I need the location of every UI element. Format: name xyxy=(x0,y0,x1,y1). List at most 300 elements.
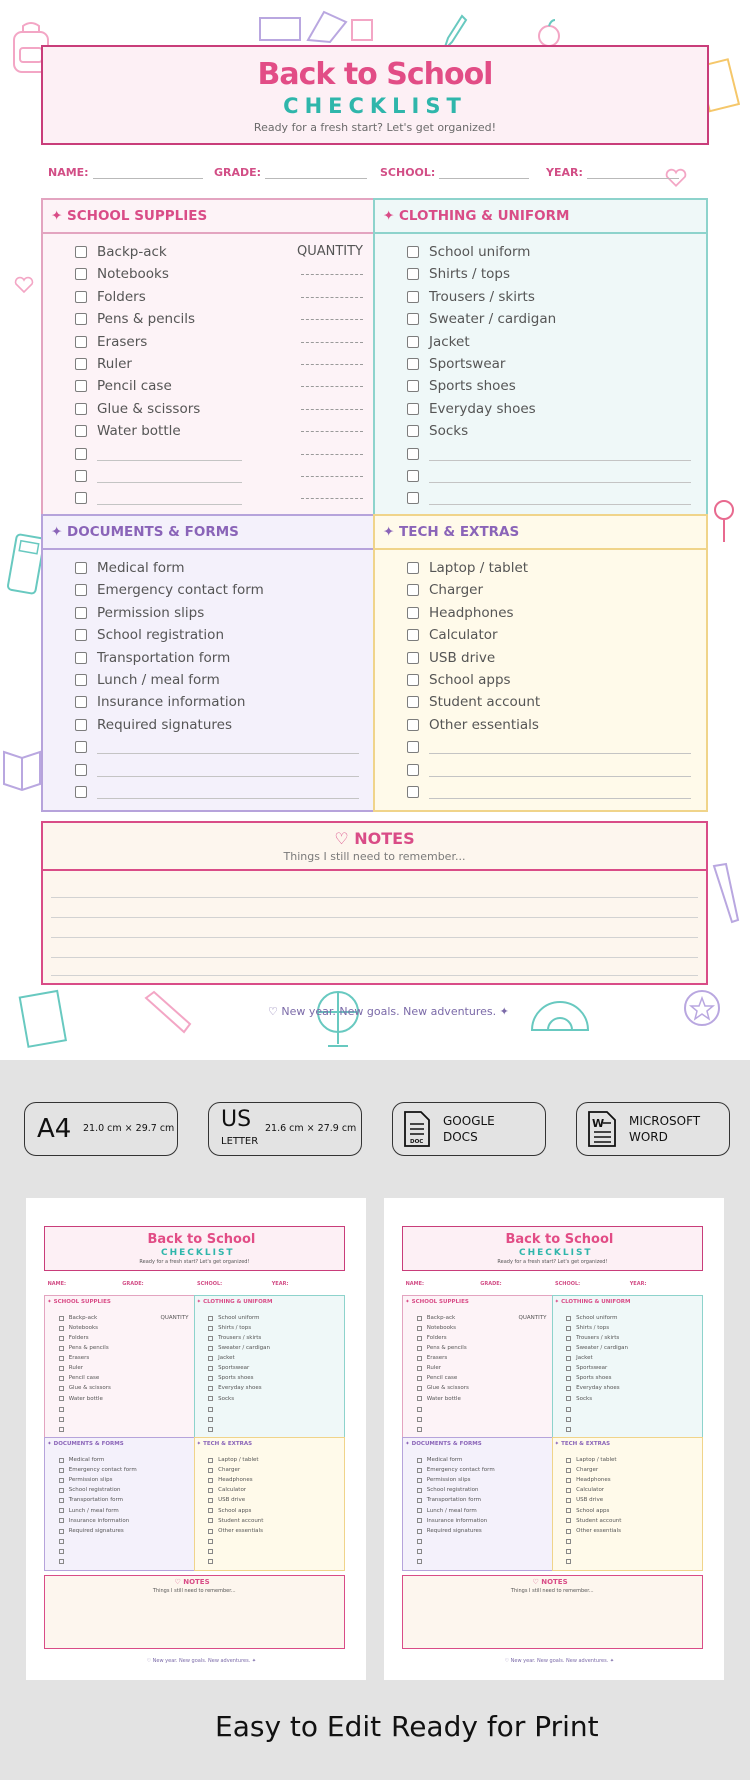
mini-section-clothing xyxy=(194,1295,345,1438)
mini-item-label: Emergency contact form xyxy=(68,1467,137,1474)
mini-item-label: Sweater / cardigan xyxy=(576,1345,628,1352)
checkbox[interactable] xyxy=(407,764,419,776)
mini-checkbox xyxy=(208,1498,213,1503)
mini-field-label: YEAR: xyxy=(629,1280,647,1287)
checklist-item-required-signatures[interactable] xyxy=(75,717,363,735)
mini-tagline: Ready for a fresh start? Let's get organized! xyxy=(497,1259,608,1266)
format-word-label xyxy=(629,1113,700,1145)
section-school-supplies xyxy=(41,198,375,516)
checkbox[interactable] xyxy=(407,584,419,596)
mini-item-label: Notebooks xyxy=(426,1324,457,1331)
checklist-item-label: Pens & pencils xyxy=(97,311,196,328)
mini-item-label: Pens & pencils xyxy=(68,1345,109,1352)
quantity-blank[interactable] xyxy=(301,409,363,410)
checklist-item-label: Calculator xyxy=(429,627,498,644)
google-docs-icon-text: DOC xyxy=(410,1139,424,1145)
checklist-item-laptop-tablet[interactable] xyxy=(407,560,696,578)
checkbox[interactable] xyxy=(407,786,419,798)
mini-item-label: Erasers xyxy=(68,1355,90,1362)
info-fields xyxy=(48,166,708,184)
checklist-item-ruler[interactable] xyxy=(75,356,363,374)
blank-line[interactable] xyxy=(429,798,691,799)
mini-item-label: Shirts / tops xyxy=(576,1324,610,1331)
checklist-item-calculator[interactable] xyxy=(407,627,696,645)
blank-line[interactable] xyxy=(97,504,242,505)
mini-checkbox xyxy=(59,1376,64,1381)
mini-checkbox xyxy=(208,1417,213,1422)
mini-item-label: Emergency contact form xyxy=(426,1467,495,1474)
checklist-item-school-apps[interactable] xyxy=(407,672,696,690)
quantity-blank[interactable] xyxy=(301,342,363,343)
quantity-blank[interactable] xyxy=(301,364,363,365)
checklist-item-pens-pencils[interactable] xyxy=(75,311,363,329)
checklist-item-school-registration[interactable] xyxy=(75,627,363,645)
mini-item-label: Medical form xyxy=(68,1457,105,1464)
checkbox[interactable] xyxy=(75,246,87,258)
grade-line xyxy=(265,167,367,179)
notes-header xyxy=(43,823,706,871)
checklist-blank-row[interactable] xyxy=(75,784,363,802)
mini-section-title: ✦ CLOTHING & UNIFORM xyxy=(554,1298,631,1305)
checklist-blank-row[interactable] xyxy=(407,468,696,486)
mini-item-label: Sports shoes xyxy=(218,1375,254,1382)
checklist-item-emergency-contact-form[interactable] xyxy=(75,582,363,600)
checkbox[interactable] xyxy=(407,629,419,641)
mini-notes-title: ♡ NOTES xyxy=(532,1578,568,1587)
mini-checkbox xyxy=(417,1539,422,1544)
mini-item-label: Lunch / meal form xyxy=(426,1507,477,1514)
mini-item-label: Shirts / tops xyxy=(218,1324,252,1331)
mini-checkbox xyxy=(566,1529,571,1534)
checklist-item-notebooks[interactable] xyxy=(75,266,363,284)
checkbox[interactable] xyxy=(407,696,419,708)
checklist-item-glue-scissors[interactable] xyxy=(75,401,363,419)
name-label: NAME: xyxy=(48,166,89,179)
quantity-blank[interactable] xyxy=(301,476,363,477)
mini-checkbox xyxy=(417,1376,422,1381)
quantity-blank[interactable] xyxy=(301,297,363,298)
doodle-spiral-notebook-icon xyxy=(14,988,70,1052)
checklist-item-lunch-meal-form[interactable] xyxy=(75,672,363,690)
mini-item-label: Required signatures xyxy=(426,1527,482,1534)
checkbox[interactable] xyxy=(407,380,419,392)
checkbox[interactable] xyxy=(407,470,419,482)
mini-item-label: Backp-ack xyxy=(426,1314,456,1321)
notes-title: ♡ NOTES xyxy=(334,829,415,848)
format-us-name: US xyxy=(221,1107,252,1132)
doodle-globe-icon xyxy=(312,986,364,1050)
mini-checkbox xyxy=(208,1529,213,1534)
mini-item-label: Everyday shoes xyxy=(218,1385,262,1392)
mini-item-label: School apps xyxy=(218,1507,252,1514)
mini-checkbox xyxy=(208,1427,213,1432)
checkbox[interactable] xyxy=(407,674,419,686)
mini-item-label: Everyday shoes xyxy=(576,1385,620,1392)
section-body xyxy=(43,552,373,810)
checklist-item-student-account[interactable] xyxy=(407,694,696,712)
checkbox[interactable] xyxy=(75,380,87,392)
checkbox[interactable] xyxy=(407,719,419,731)
mini-checkbox xyxy=(59,1326,64,1331)
format-badge-google-docs xyxy=(392,1102,546,1156)
quantity-blank[interactable] xyxy=(301,498,363,499)
doodle-calculator-icon xyxy=(6,530,46,600)
checklist-grid xyxy=(41,198,708,812)
checkbox[interactable] xyxy=(407,741,419,753)
mini-section-title: ✦ TECH & EXTRAS xyxy=(196,1440,253,1447)
checklist-item-school-uniform[interactable] xyxy=(407,244,696,262)
format-google-line2: DOCS xyxy=(443,1130,478,1144)
checkbox[interactable] xyxy=(75,652,87,664)
checkbox[interactable] xyxy=(407,652,419,664)
blank-line[interactable] xyxy=(97,482,242,483)
mini-section-title: ✦ CLOTHING & UNIFORM xyxy=(196,1298,273,1305)
notes-line[interactable] xyxy=(51,917,698,918)
mini-checkbox xyxy=(59,1468,64,1473)
blank-line[interactable] xyxy=(429,504,691,505)
checklist-item-socks[interactable] xyxy=(407,423,696,441)
mini-checkbox xyxy=(417,1488,422,1493)
mini-checkbox xyxy=(566,1326,571,1331)
checkbox[interactable] xyxy=(407,448,419,460)
mini-checkbox xyxy=(208,1518,213,1523)
checklist-item-label: Permission slips xyxy=(97,604,205,621)
mini-notes-title: ♡ NOTES xyxy=(174,1578,210,1587)
checklist-item-insurance-information[interactable] xyxy=(75,694,363,712)
mini-field-label: SCHOOL: xyxy=(555,1280,581,1287)
mini-item-label: Required signatures xyxy=(68,1527,124,1534)
mini-item-label: Other essentials xyxy=(576,1527,621,1534)
mini-item-label: Student account xyxy=(576,1517,622,1524)
mini-item-label: Headphones xyxy=(576,1477,611,1484)
mini-checkbox xyxy=(208,1386,213,1391)
school-label: SCHOOL: xyxy=(380,166,436,179)
quantity-blank[interactable] xyxy=(301,319,363,320)
mini-item-label: Sweater / cardigan xyxy=(218,1345,270,1352)
checklist-item-label: Sports shoes xyxy=(429,378,516,395)
tagline: Ready for a fresh start? Let's get organized! xyxy=(253,121,497,134)
checkbox[interactable] xyxy=(407,607,419,619)
mini-item-label: Trousers / skirts xyxy=(576,1335,620,1342)
checkbox[interactable] xyxy=(407,246,419,258)
mini-checkbox xyxy=(566,1498,571,1503)
format-a4-name: A4 xyxy=(37,1114,72,1144)
checkbox[interactable] xyxy=(407,291,419,303)
mini-checkbox xyxy=(208,1356,213,1361)
checkbox[interactable] xyxy=(75,268,87,280)
checklist-item-headphones[interactable] xyxy=(407,605,696,623)
checklist-item-sportswear[interactable] xyxy=(407,356,696,374)
mini-checkbox xyxy=(566,1346,571,1351)
section-title: ✦ TECH & EXTRAS xyxy=(375,516,706,550)
mini-checkbox xyxy=(208,1458,213,1463)
mini-item-label: Notebooks xyxy=(68,1324,99,1331)
mini-checkbox xyxy=(59,1366,64,1371)
checklist-blank-row[interactable] xyxy=(75,468,363,486)
mini-checkbox xyxy=(417,1366,422,1371)
mini-checkbox xyxy=(417,1458,422,1463)
school-line xyxy=(439,167,529,179)
mini-item-label: Insurance information xyxy=(426,1517,488,1524)
checkbox[interactable] xyxy=(407,313,419,325)
mini-checkbox xyxy=(59,1508,64,1513)
mini-checkbox xyxy=(59,1559,64,1564)
notes-line[interactable] xyxy=(51,975,698,976)
checklist-blank-row[interactable] xyxy=(407,762,696,780)
blank-line[interactable] xyxy=(429,460,691,461)
mini-checkbox xyxy=(566,1336,571,1341)
caption-easy-to-edit: Easy to Edit xyxy=(215,1710,382,1743)
mini-section-title: ✦ TECH & EXTRAS xyxy=(554,1440,611,1447)
checkbox[interactable] xyxy=(75,584,87,596)
checkbox[interactable] xyxy=(75,313,87,325)
blank-line[interactable] xyxy=(429,753,691,754)
mini-checkbox xyxy=(566,1417,571,1422)
checkbox[interactable] xyxy=(75,741,87,753)
mini-item-label: Calculator xyxy=(218,1487,247,1494)
preview-thumbnail-plain xyxy=(384,1198,724,1680)
mini-checkbox xyxy=(59,1407,64,1412)
checklist-item-medical-form[interactable] xyxy=(75,560,363,578)
mini-section-documents xyxy=(402,1437,552,1571)
checkbox[interactable] xyxy=(75,696,87,708)
mini-quantity-header: QUANTITY xyxy=(518,1314,547,1321)
checklist-item-label: Notebooks xyxy=(97,266,169,283)
checklist-item-pencil-case[interactable] xyxy=(75,378,363,396)
checkbox[interactable] xyxy=(75,562,87,574)
mini-checkbox xyxy=(208,1396,213,1401)
quantity-column-header: QUANTITY xyxy=(296,244,363,259)
checklist-item-usb-drive[interactable] xyxy=(407,650,696,668)
mini-item-label: Erasers xyxy=(426,1355,448,1362)
mini-item-label: Student account xyxy=(218,1517,264,1524)
mini-checkbox xyxy=(59,1386,64,1391)
checkbox[interactable] xyxy=(75,674,87,686)
blank-line[interactable] xyxy=(429,776,691,777)
format-word-line2: WORD xyxy=(629,1130,668,1144)
checklist-blank-row[interactable] xyxy=(407,446,696,464)
mini-item-label: USB drive xyxy=(218,1497,246,1504)
checklist-item-sweater-cardigan[interactable] xyxy=(407,311,696,329)
notes-line[interactable] xyxy=(51,957,698,958)
checklist-item-label: Insurance information xyxy=(97,694,246,711)
checklist-item-erasers[interactable] xyxy=(75,334,363,352)
year-line xyxy=(587,167,679,179)
quantity-blank[interactable] xyxy=(301,454,363,455)
mini-checkbox xyxy=(59,1478,64,1483)
mini-checkbox xyxy=(417,1396,422,1401)
preview-thumbnail-decorated xyxy=(26,1198,366,1680)
mini-item-label: Charger xyxy=(218,1467,241,1474)
mini-notes-subtitle: Things I still need to remember... xyxy=(510,1587,594,1594)
mini-tagline: Ready for a fresh start? Let's get organized! xyxy=(139,1259,250,1266)
checklist-item-label: Required signatures xyxy=(97,716,232,733)
footer-slogan: ♡ New year. New goals. New adventures. ✦ xyxy=(268,1005,509,1018)
notes-box xyxy=(41,821,708,985)
checklist-item-label: Charger xyxy=(429,582,483,599)
name-field[interactable] xyxy=(48,166,203,179)
checkbox[interactable] xyxy=(75,403,87,415)
checklist-item-charger[interactable] xyxy=(407,582,696,600)
checklist-item-permission-slips[interactable] xyxy=(75,605,363,623)
mini-section-tech xyxy=(194,1437,345,1571)
checkbox[interactable] xyxy=(75,607,87,619)
checklist-item-jacket[interactable] xyxy=(407,334,696,352)
section-tech-extras xyxy=(373,514,708,812)
mini-checkbox xyxy=(59,1488,64,1493)
checklist-item-sports-shoes[interactable] xyxy=(407,378,696,396)
quantity-blank[interactable] xyxy=(301,386,363,387)
checkbox[interactable] xyxy=(407,425,419,437)
checklist-item-backp-ack[interactable] xyxy=(75,244,363,262)
mini-item-label: School registration xyxy=(426,1487,479,1494)
checkbox[interactable] xyxy=(75,470,87,482)
checklist-item-label: School registration xyxy=(97,627,224,644)
mini-item-label: Folders xyxy=(68,1335,89,1342)
checkbox[interactable] xyxy=(75,492,87,504)
mini-checkbox xyxy=(566,1478,571,1483)
checklist-item-label: Lunch / meal form xyxy=(97,672,220,688)
checkbox[interactable] xyxy=(75,719,87,731)
checkbox[interactable] xyxy=(75,786,87,798)
mini-item-label: Sportswear xyxy=(218,1365,250,1372)
checkbox[interactable] xyxy=(407,358,419,370)
checklist-item-label: Transportation form xyxy=(97,649,231,666)
checklist-item-label: Glue & scissors xyxy=(97,400,201,417)
checkbox[interactable] xyxy=(75,336,87,348)
mini-checkbox xyxy=(566,1508,571,1513)
mini-checkbox xyxy=(59,1427,64,1432)
blank-line[interactable] xyxy=(97,460,242,461)
checklist-item-label: School uniform xyxy=(429,244,531,260)
mini-checkbox xyxy=(566,1396,571,1401)
year-field[interactable] xyxy=(546,166,679,179)
checklist-blank-row[interactable] xyxy=(407,784,696,802)
checklist-blank-row[interactable] xyxy=(75,739,363,757)
checklist-item-label: Headphones xyxy=(429,604,514,621)
mini-item-label: Jacket xyxy=(576,1355,593,1362)
checklist-blank-row[interactable] xyxy=(407,490,696,508)
section-body xyxy=(43,236,373,514)
mini-checkbox xyxy=(59,1498,64,1503)
checkbox[interactable] xyxy=(407,268,419,280)
checklist-item-folders[interactable] xyxy=(75,289,363,307)
mini-field-label: NAME: xyxy=(405,1280,425,1287)
blank-line[interactable] xyxy=(429,482,691,483)
checklist-item-trousers-skirts[interactable] xyxy=(407,289,696,307)
format-badge-microsoft-word xyxy=(576,1102,730,1156)
mini-checkbox xyxy=(208,1468,213,1473)
blank-line[interactable] xyxy=(97,776,359,777)
notes-subtitle: Things I still need to remember... xyxy=(283,850,466,863)
section-documents-forms xyxy=(41,514,375,812)
checkbox[interactable] xyxy=(75,764,87,776)
mini-checkbox xyxy=(566,1356,571,1361)
checklist-item-other-essentials[interactable] xyxy=(407,717,696,735)
blank-line[interactable] xyxy=(97,798,359,799)
checklist-item-water-bottle[interactable] xyxy=(75,423,363,441)
title-banner xyxy=(41,45,709,145)
mini-checkbox xyxy=(208,1508,213,1513)
mini-checkbox xyxy=(566,1488,571,1493)
mini-item-label: Jacket xyxy=(218,1355,235,1362)
checklist-item-label: Shirts / tops xyxy=(429,266,511,283)
mini-item-label: Backp-ack xyxy=(68,1314,98,1321)
mini-checkbox xyxy=(417,1498,422,1503)
doodle-apple-icon xyxy=(535,18,563,48)
doodle-heart-icon xyxy=(14,276,34,294)
checkbox[interactable] xyxy=(407,336,419,348)
quantity-blank[interactable] xyxy=(301,274,363,275)
name-line xyxy=(93,167,203,179)
mini-checkbox xyxy=(59,1346,64,1351)
mini-item-label: Sportswear xyxy=(576,1365,608,1372)
quantity-blank[interactable] xyxy=(301,431,363,432)
checklist-item-everyday-shoes[interactable] xyxy=(407,401,696,419)
checklist-blank-row[interactable] xyxy=(75,490,363,508)
checkbox[interactable] xyxy=(75,425,87,437)
checklist-blank-row[interactable] xyxy=(75,446,363,464)
mini-checkbox xyxy=(59,1518,64,1523)
doodle-book-icon xyxy=(0,742,44,792)
checkbox[interactable] xyxy=(75,629,87,641)
mini-item-label: School apps xyxy=(576,1507,610,1514)
mini-item-label: Glue & scissors xyxy=(426,1385,469,1392)
mini-section-title: ✦ DOCUMENTS & FORMS xyxy=(405,1440,482,1447)
checklist-item-label: Laptop / tablet xyxy=(429,560,529,576)
mini-item-label: Calculator xyxy=(576,1487,605,1494)
notes-line[interactable] xyxy=(51,937,698,938)
mini-notes-box xyxy=(44,1575,345,1649)
mini-item-label: Medical form xyxy=(426,1457,463,1464)
checkbox[interactable] xyxy=(407,403,419,415)
mini-checkbox xyxy=(566,1376,571,1381)
blank-line[interactable] xyxy=(97,753,359,754)
checklist-item-shirts-tops[interactable] xyxy=(407,266,696,284)
doodle-books-icon xyxy=(256,8,376,44)
checklist-item-transportation-form[interactable] xyxy=(75,650,363,668)
checklist-blank-row[interactable] xyxy=(75,762,363,780)
mini-checkbox xyxy=(566,1468,571,1473)
mini-checkbox xyxy=(417,1508,422,1513)
checklist-item-label: Medical form xyxy=(97,560,185,576)
mini-item-label: Charger xyxy=(576,1467,599,1474)
school-field[interactable] xyxy=(380,166,529,179)
mini-subtitle: CHECKLIST xyxy=(519,1247,593,1258)
checkbox[interactable] xyxy=(75,358,87,370)
mini-title: Back to School xyxy=(147,1232,256,1248)
mini-field-label: GRADE: xyxy=(480,1280,502,1287)
mini-checkbox xyxy=(566,1316,571,1321)
mini-checkbox xyxy=(566,1458,571,1463)
checkbox[interactable] xyxy=(407,492,419,504)
mini-checkbox xyxy=(59,1549,64,1554)
checkbox[interactable] xyxy=(75,291,87,303)
mini-field-label: GRADE: xyxy=(122,1280,144,1287)
mini-checkbox xyxy=(59,1356,64,1361)
grade-label: GRADE: xyxy=(214,166,262,179)
format-us-sub: LETTER xyxy=(221,1136,259,1147)
checkbox[interactable] xyxy=(75,448,87,460)
mini-notes-box xyxy=(402,1575,703,1649)
grade-field[interactable] xyxy=(214,166,367,179)
checklist-item-label: Other essentials xyxy=(429,716,539,733)
checkbox[interactable] xyxy=(407,562,419,574)
google-docs-icon xyxy=(403,1110,431,1148)
checklist-item-label: USB drive xyxy=(429,649,496,666)
checklist-blank-row[interactable] xyxy=(407,739,696,757)
notes-line[interactable] xyxy=(51,897,698,898)
